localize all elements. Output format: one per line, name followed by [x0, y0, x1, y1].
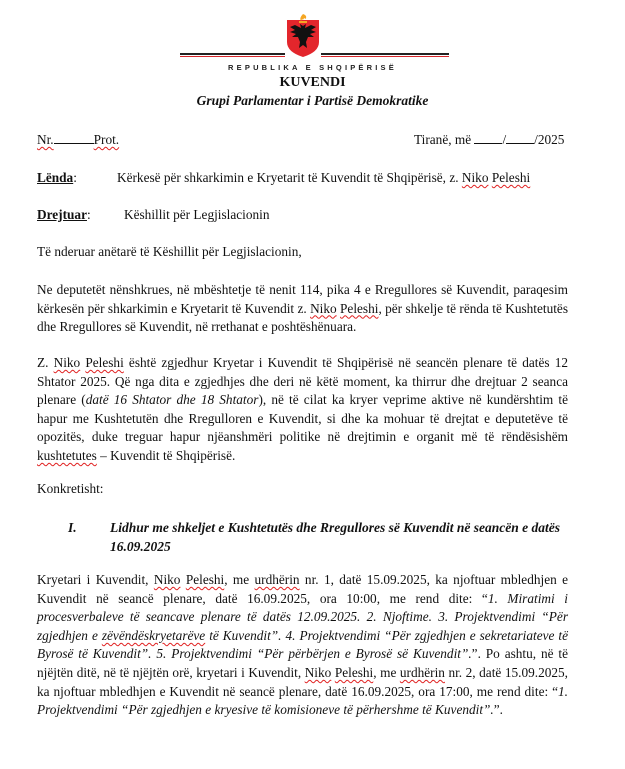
section-number: I. [68, 520, 77, 535]
order-word: urdhërin [254, 572, 300, 587]
letterhead [0, 0, 625, 112]
republic-label: REPUBLIKA E SHQIPËRISË [228, 63, 397, 72]
date-separator: / [502, 132, 507, 147]
p3-text-e: , me [373, 664, 400, 680]
agenda-1-part-a: 1. Miratimi i procesverbaleve të seancave plenare të datës 12.09.2025. 2. Njoftime. 3. Projektvendimi “Për zgjedhjen e [37, 590, 568, 643]
agenda-2: 1. Projektvendimi “Për zgjedhjen e kryesive të komisioneve të përhershme të Kuvendit”. [37, 683, 568, 718]
addressee-label: Drejtuar [37, 207, 87, 222]
p1-text-b: , për shkelje të rënda të Kushtetutës dhe Rregullores së Kuvendit, në rrethanat e poshtëshënuara. [37, 300, 569, 335]
p3-text-b: , me [224, 572, 255, 587]
name-last: Peleshi [491, 170, 531, 185]
p2-text-b: është zgjedhur Kryetar i Kuvendit të Shqipërisë në seancën plenare të datës 12 Shtator 2025. Që nga dita e zgjedhjes dhe deri në këtë moment, ka thirrur dhe drejtuar 2 seanca plenare ( [37, 355, 568, 408]
p3-text-d: ”. Po ashtu, në të njëjtën ditë, në të njëjtën orë, kryetari i Kuvendit, [37, 646, 568, 680]
nr-blank[interactable] [54, 132, 94, 144]
month-blank[interactable] [506, 132, 534, 144]
protocol-number-line [37, 132, 119, 148]
name-first: Niko [461, 170, 489, 185]
agenda-1-part-b: të Kuvendit”. 4. Projektvendimi “Për zgjedhjen e sekretariateve të Byrosë të Kuvendit”. 5. Projektvendimi “Për përbërjen e Byrosë së Kuvendit”. [37, 627, 568, 662]
name-first: Niko [153, 572, 181, 587]
institution-title: KUVENDI [279, 75, 346, 90]
place-date-prefix: Tiranë, më [414, 132, 472, 147]
p3-text-a: Kryetari i Kuvendit, [37, 572, 154, 587]
prot-label: Prot. [93, 132, 120, 147]
place-date-line [414, 132, 564, 148]
section-heading-1 [68, 518, 568, 558]
name-first: Niko [310, 300, 337, 316]
name-last: Peleshi [185, 572, 225, 587]
subject-line [37, 170, 531, 186]
p1-text-a: Ne deputetët nënshkrues, në mbështetje të nenit 114, pika 4 e Rregullores së Kuvendit, paraqesim kërkesën për shkarkimin e Kryetarit të Kuvendit z. [37, 282, 568, 316]
letterhead-rule-left [180, 53, 285, 58]
p3-text-f: nr. 2, datë 15.09.2025, ka njoftuar mbledhjen e Kuvendit në seancë plenare, datë 16.09.2025, ora 17:00, me rend dite: “ [37, 664, 568, 699]
addressee-text: Këshillit për Legjislacionin [124, 207, 270, 222]
agenda-misspelled-word: zëvëndëskryetarëve [101, 627, 206, 643]
p2-text-c: ), në të cilat ka kryer veprime aktive në kundërshtim të hapur me Kushtetutën dhe Rregulloren e Kuvendit, si dhe ka mohuar të drejtat e deputetëve të opozitës, duke treguar hapur njëanshmëri politike në drejtimin e organit më të rëndësishëm [37, 392, 568, 445]
subject-text-main: Kërkesë për shkarkimin e Kryetarit të Kuvendit të Shqipërisë, z. [117, 170, 462, 185]
p2-text-a: Z. [37, 355, 54, 370]
salutation: Të nderuar anëtarë të Këshillit për Legjislacionin, [37, 244, 302, 259]
order-word: urdhërin [399, 664, 445, 680]
p2-text-d: – Kuvendit të Shqipërisë. [96, 447, 236, 463]
section-title: Lidhur me shkeljet e Kushtetutës dhe Rregullores së Kuvendit në seancën e datës 16.09.2025 [110, 520, 561, 554]
albania-coat-of-arms-icon [286, 12, 320, 58]
letterhead-rule-right [321, 53, 449, 58]
name-first: Niko [53, 355, 81, 370]
addressee-line [37, 207, 270, 223]
subject-text [117, 170, 530, 186]
subject-colon: : [73, 170, 77, 185]
subject-label: Lënda [37, 170, 74, 185]
p3-text-c: nr. 1, datë 15.09.2025, ka njoftuar mbledhjen e Kuvendit në seancë plenare, datë 16.09.2025, ora 10:00, me rend dite: “ [37, 572, 569, 606]
name-last: Peleshi [340, 300, 379, 316]
day-blank[interactable] [474, 132, 502, 144]
paragraph-request [37, 281, 568, 337]
paragraph-background [37, 354, 568, 466]
konkretisht-label: Konkretisht: [37, 481, 104, 496]
p2-misspelled-word: kushtetutes [37, 447, 97, 463]
addressee-colon: : [86, 207, 91, 222]
p3-text-g: ”. [493, 702, 503, 718]
name-last: Peleshi [334, 664, 374, 680]
parliamentary-group: Grupi Parlamentar i Partisë Demokratike [196, 93, 429, 108]
nr-label: Nr. [37, 132, 54, 147]
name-last: Peleshi [85, 355, 124, 370]
name-first: Niko [304, 664, 332, 680]
paragraph-session-orders [37, 571, 568, 720]
year-suffix: /2025 [534, 132, 565, 147]
p2-dates-italic: datë 16 Shtator dhe 18 Shtator [85, 392, 259, 408]
